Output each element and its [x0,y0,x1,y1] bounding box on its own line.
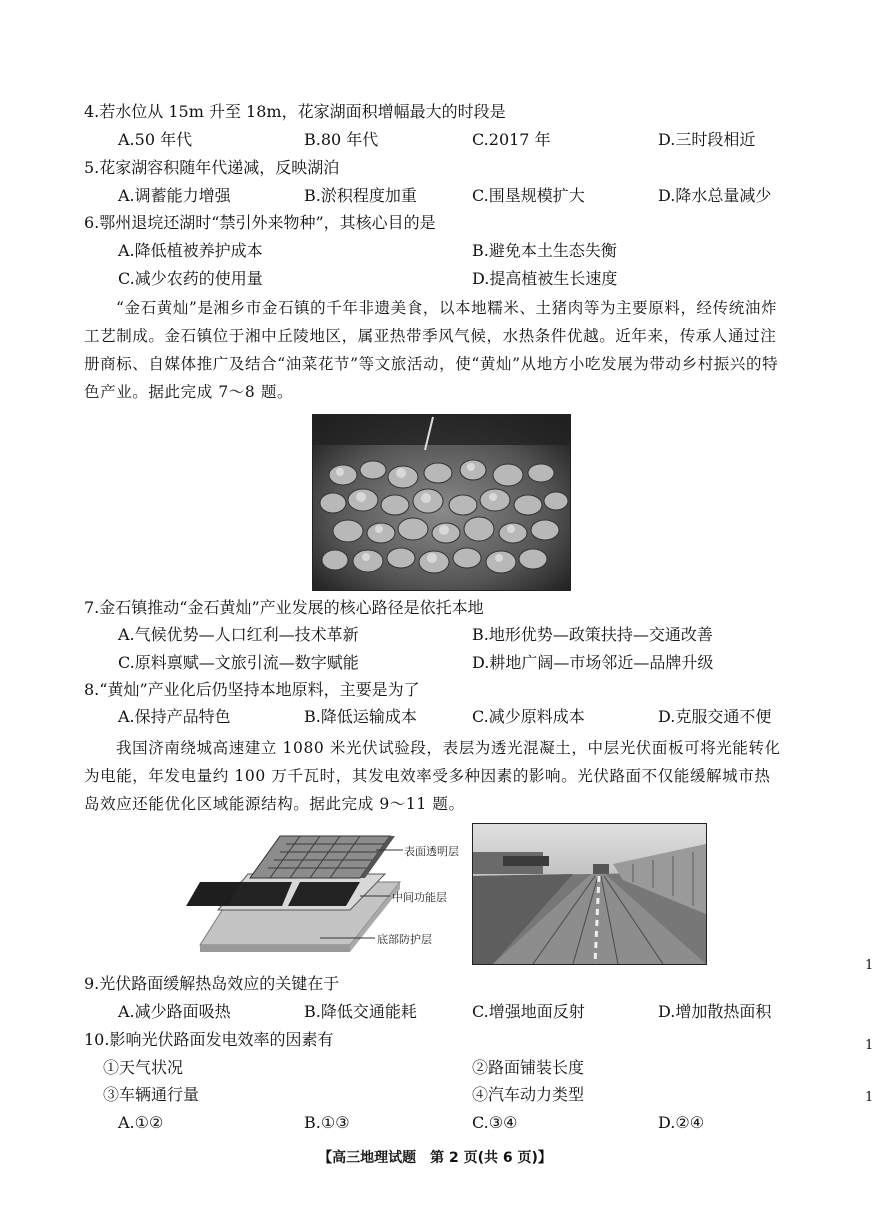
edge-mark-1: 1 [865,958,873,973]
q9-option-c: C.增强地面反射 [472,1002,585,1021]
q10-option-a: A.①② [118,1113,164,1132]
pv-road-photo [472,823,707,965]
huangcan-photo [312,414,571,591]
q10-item-4: ④汽车动力类型 [472,1085,585,1104]
q8-stem: 8.“黄灿”产业化后仍坚持本地原料，主要是为了 [84,680,420,699]
q10-stem: 10.影响光伏路面发电效率的因素有 [84,1030,334,1049]
q5-stem: 5.花家湖容积随年代递减，反映湖泊 [84,158,340,177]
q9-option-a: A.减少路面吸热 [118,1002,231,1021]
q5-option-a: A.调蓄能力增强 [118,186,231,205]
q4-stem: 4.若水位从 15m 升至 18m，花家湖面积增幅最大的时段是 [84,102,506,121]
highway-image [473,824,706,964]
q8-option-a: A.保持产品特色 [118,707,231,726]
q10-option-b: B.①③ [304,1113,350,1132]
q8-option-b: B.降低运输成本 [304,707,417,726]
q9-stem: 9.光伏路面缓解热岛效应的关键在于 [84,974,340,993]
edge-mark-2: 1 [865,1038,873,1053]
q9-option-b: B.降低交通能耗 [304,1002,417,1021]
q6-stem: 6.鄂州退垸还湖时“禁引外来物种”，其核心目的是 [84,213,436,232]
label-top-layer: 表面透明层 [404,845,459,858]
q4-option-a: A.50 年代 [118,130,193,149]
q8-option-d: D.克服交通不便 [658,707,772,726]
q6-option-a: A.降低植被养护成本 [118,241,263,260]
q7-stem: 7.金石镇推动“金石黄灿”产业发展的核心路径是依托本地 [84,598,484,617]
q5-option-b: B.淤积程度加重 [304,186,417,205]
q7-option-b: B.地形优势—政策扶持—交通改善 [472,625,713,644]
q5-option-c: C.围垦规模扩大 [472,186,585,205]
q7-option-c: C.原料禀赋—文旅引流—数字赋能 [118,653,359,672]
q10-item-3: ③车辆通行量 [103,1085,200,1104]
q10-option-d: D.②④ [658,1113,705,1132]
q7-option-a: A.气候优势—人口红利—技术革新 [118,625,359,644]
q10-item-2: ②路面铺装长度 [472,1058,585,1077]
q7-option-d: D.耕地广阔—市场邻近—品牌升级 [472,653,714,672]
q10-option-c: C.③④ [472,1113,518,1132]
label-middle-layer: 中间功能层 [392,891,447,904]
q6-option-c: C.减少农药的使用量 [118,269,263,288]
pv-layer-diagram [200,830,465,960]
q5-option-d: D.降水总量减少 [658,186,772,205]
q4-option-d: D.三时段相近 [658,130,756,149]
q6-option-d: D.提高植被生长速度 [472,269,618,288]
passage-pv-road: 我国济南绕城高速建立 1080 米光伏试验段，表层为透光混凝土，中层光伏面板可将光能转化为电能，年发电量约 100 万千瓦时，其发电效率受多种因素的影响。光伏路面不仅能缓解城市热岛效应还能优化区域能源结构。据此完成 9～11 题。 [84,739,781,813]
fried-food-image [313,415,570,590]
q4-option-b: B.80 年代 [304,130,379,149]
q6-option-b: B.避免本土生态失衡 [472,241,617,260]
label-bottom-layer: 底部防护层 [377,933,432,946]
passage-huangcan: “金石黄灿”是湘乡市金石镇的千年非遗美食，以本地糯米、土猪肉等为主要原料，经传统油炸工艺制成。金石镇位于湘中丘陵地区，属亚热带季风气候，水热条件优越。近年来，传承人通过注册商标、自媒体推广及结合“油菜花节”等文旅活动，使“黄灿”从地方小吃发展为带动乡村振兴的特色产业。据此完成 7～8 题。 [84,299,779,401]
q9-option-d: D.增加散热面积 [658,1002,772,1021]
q8-option-c: C.减少原料成本 [472,707,585,726]
q4-option-c: C.2017 年 [472,130,551,149]
edge-mark-3: 1 [865,1090,873,1105]
page-footer: 【高三地理试题 第 2 页(共 6 页)】 [318,1150,552,1166]
q10-item-1: ①天气状况 [103,1058,184,1077]
